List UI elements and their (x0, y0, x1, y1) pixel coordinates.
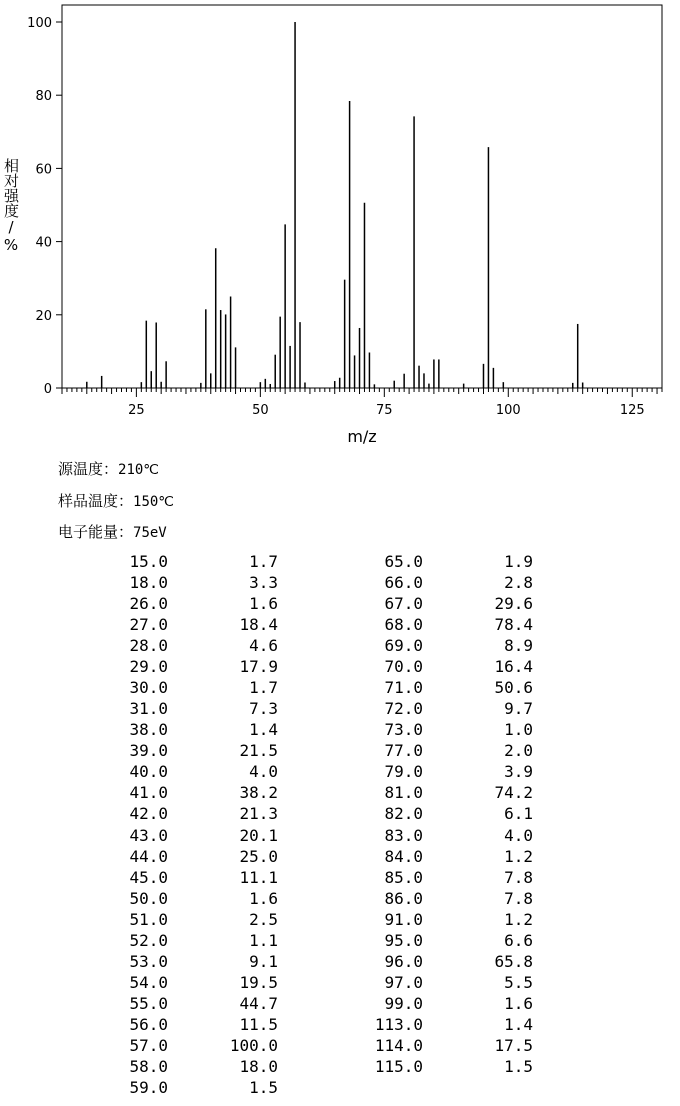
peak-mz: 55.0 (129, 993, 168, 1013)
peak-intensity: 29.6 (494, 594, 533, 614)
peak-mz: 82.0 (384, 804, 423, 824)
peak-mz: 65.0 (384, 552, 423, 571)
peak-mz: 79.0 (384, 762, 423, 782)
peak-mz: 45.0 (129, 867, 168, 887)
peak-mz: 114.0 (374, 1035, 423, 1055)
electron-energy-label: 电子能量： (58, 523, 134, 541)
peak-mz: 86.0 (384, 888, 423, 908)
peak-mz: 38.0 (129, 720, 168, 740)
peak-intensity: 21.5 (239, 741, 278, 761)
peak-intensity: 5.5 (504, 972, 533, 992)
sample-temperature (58, 490, 174, 511)
peak-mz: 96.0 (384, 951, 423, 971)
x-tick-label: 25 (128, 403, 145, 418)
peak-mz: 73.0 (384, 720, 423, 740)
peak-intensity: 1.4 (504, 1014, 533, 1034)
peak-intensity: 1.0 (504, 720, 533, 740)
peak-mz: 15.0 (129, 552, 168, 571)
x-tick-label: 75 (376, 403, 393, 418)
peak-table-row (0, 972, 680, 993)
x-tick-label: 100 (495, 403, 521, 418)
peak-intensity: 1.1 (249, 930, 278, 950)
plot-frame (62, 5, 662, 388)
peak-mz: 26.0 (129, 594, 168, 614)
peak-intensity: 1.7 (249, 678, 278, 698)
peak-intensity: 1.6 (249, 888, 278, 908)
peak-intensity: 1.6 (504, 993, 533, 1013)
peak-mz: 53.0 (129, 951, 168, 971)
y-tick-label: 100 (27, 16, 52, 31)
y-tick-label: 60 (35, 162, 52, 178)
peak-intensity: 25.0 (239, 846, 278, 866)
x-tick-label: 125 (619, 403, 645, 418)
peak-table-row (0, 825, 680, 846)
peak-table-row (0, 1056, 680, 1077)
peak-intensity: 4.6 (249, 636, 278, 656)
peak-intensity: 50.6 (494, 678, 533, 698)
peak-intensity: 16.4 (494, 657, 533, 677)
peak-mz: 29.0 (129, 657, 168, 677)
peak-mz: 39.0 (129, 741, 168, 761)
peak-mz: 95.0 (384, 930, 423, 950)
peak-mz: 84.0 (384, 846, 423, 866)
peak-intensity: 4.0 (249, 762, 278, 782)
y-tick-label: 40 (35, 235, 52, 251)
peak-mz: 83.0 (384, 825, 423, 845)
peak-table-row (0, 993, 680, 1014)
peak-intensity: 21.3 (239, 804, 278, 824)
peak-intensity: 8.9 (504, 636, 533, 656)
peak-intensity: 18.4 (239, 615, 278, 635)
peak-intensity: 17.5 (494, 1035, 533, 1055)
peak-mz: 115.0 (374, 1056, 423, 1076)
peak-table-row (0, 656, 680, 677)
peak-table-row (0, 677, 680, 698)
peak-table-row (0, 1077, 680, 1098)
peak-table-row (0, 614, 680, 635)
peak-mz: 28.0 (129, 636, 168, 656)
peak-table-row (0, 698, 680, 719)
peak-intensity: 7.8 (504, 867, 533, 887)
peak-intensity: 17.9 (239, 657, 278, 677)
source-temperature (58, 458, 159, 479)
mass-spectrum-chart (0, 0, 680, 450)
peak-mz: 30.0 (129, 678, 168, 698)
peak-intensity: 78.4 (494, 615, 533, 635)
peak-table-row (0, 761, 680, 782)
peak-intensity: 7.3 (249, 699, 278, 719)
peak-intensity: 6.6 (504, 930, 533, 950)
peak-mz: 69.0 (384, 636, 423, 656)
x-axis (62, 388, 662, 418)
x-axis-label: m/z (347, 427, 377, 446)
peak-intensity: 38.2 (239, 783, 278, 803)
peak-intensity: 19.5 (239, 972, 278, 992)
peak-table-row (0, 1014, 680, 1035)
peak-mz: 85.0 (384, 867, 423, 887)
peak-mz: 18.0 (129, 573, 168, 593)
peak-mz: 67.0 (384, 594, 423, 614)
electron-energy (58, 521, 167, 542)
peak-intensity: 44.7 (239, 993, 278, 1013)
peak-intensity: 1.9 (504, 552, 533, 571)
peak-intensity: 1.5 (249, 1078, 278, 1097)
peak-table-row (0, 930, 680, 951)
sample-temperature-label: 样品温度： (58, 492, 134, 510)
peak-intensity: 100.0 (229, 1035, 278, 1055)
peak-intensity: 65.8 (494, 951, 533, 971)
peak-table-row (0, 1035, 680, 1056)
peak-mz: 42.0 (129, 804, 168, 824)
peak-intensity: 18.0 (239, 1056, 278, 1076)
peak-intensity: 2.0 (504, 741, 533, 761)
y-axis-label: 相对强度/% (2, 158, 20, 254)
peak-intensity: 11.5 (239, 1014, 278, 1034)
peak-mz: 99.0 (384, 993, 423, 1013)
electron-energy-value: 75eV (133, 525, 167, 541)
x-tick-label: 50 (252, 403, 269, 418)
peak-mz: 44.0 (129, 846, 168, 866)
peak-mz: 68.0 (384, 615, 423, 635)
peak-mz: 51.0 (129, 909, 168, 929)
peak-table-row (0, 572, 680, 593)
source-temperature-label: 源温度： (58, 460, 119, 478)
peak-intensity: 1.2 (504, 909, 533, 929)
y-tick-label: 20 (35, 308, 52, 324)
peak-mz: 27.0 (129, 615, 168, 635)
peak-intensity: 2.5 (249, 909, 278, 929)
peak-mz: 41.0 (129, 783, 168, 803)
y-axis (27, 16, 62, 397)
peak-mz: 97.0 (384, 972, 423, 992)
source-temperature-value: 210℃ (118, 462, 160, 478)
peak-table-row (0, 551, 680, 572)
peak-intensity: 1.6 (249, 594, 278, 614)
peak-intensity: 11.1 (239, 867, 278, 887)
peak-mz: 54.0 (129, 972, 168, 992)
peak-intensity: 4.0 (504, 825, 533, 845)
peak-intensity: 3.3 (249, 573, 278, 593)
peak-mz: 40.0 (129, 762, 168, 782)
y-tick-label: 0 (43, 382, 52, 397)
peak-intensity: 1.7 (249, 552, 278, 571)
peak-table-row (0, 888, 680, 909)
peak-mz: 56.0 (129, 1014, 168, 1034)
peak-mz: 58.0 (129, 1056, 168, 1076)
peak-mz: 57.0 (129, 1035, 168, 1055)
peak-mz: 77.0 (384, 741, 423, 761)
peak-mz: 71.0 (384, 678, 423, 698)
peak-table-row (0, 909, 680, 930)
peak-mz: 113.0 (374, 1014, 423, 1034)
peak-table-row (0, 846, 680, 867)
y-tick-label: 80 (35, 89, 52, 105)
peak-mz: 52.0 (129, 930, 168, 950)
peak-table-row (0, 803, 680, 824)
peak-intensity: 7.8 (504, 888, 533, 908)
peak-table-row (0, 867, 680, 888)
peak-mz: 70.0 (384, 657, 423, 677)
peak-intensity: 9.7 (504, 699, 533, 719)
peak-intensity: 6.1 (504, 804, 533, 824)
peak-mz: 72.0 (384, 699, 423, 719)
peak-bars (87, 22, 583, 388)
peak-mz: 66.0 (384, 573, 423, 593)
peak-table-row (0, 782, 680, 803)
peak-mz: 91.0 (384, 909, 423, 929)
peak-intensity: 2.8 (504, 573, 533, 593)
peak-mz: 31.0 (129, 699, 168, 719)
peak-intensity: 20.1 (239, 825, 278, 845)
peak-table-row (0, 635, 680, 656)
peak-table-row (0, 740, 680, 761)
peak-intensity: 1.5 (504, 1056, 533, 1076)
peak-intensity: 1.4 (249, 720, 278, 740)
peak-intensity: 3.9 (504, 762, 533, 782)
peak-table-row (0, 951, 680, 972)
peak-table-row (0, 593, 680, 614)
peak-mz: 59.0 (129, 1078, 168, 1097)
peak-mz: 43.0 (129, 825, 168, 845)
peak-mz: 50.0 (129, 888, 168, 908)
peak-intensity: 74.2 (494, 783, 533, 803)
sample-temperature-value: 150℃ (133, 494, 175, 510)
peak-intensity: 9.1 (249, 951, 278, 971)
peak-mz: 81.0 (384, 783, 423, 803)
peak-intensity: 1.2 (504, 846, 533, 866)
peak-table-row (0, 719, 680, 740)
